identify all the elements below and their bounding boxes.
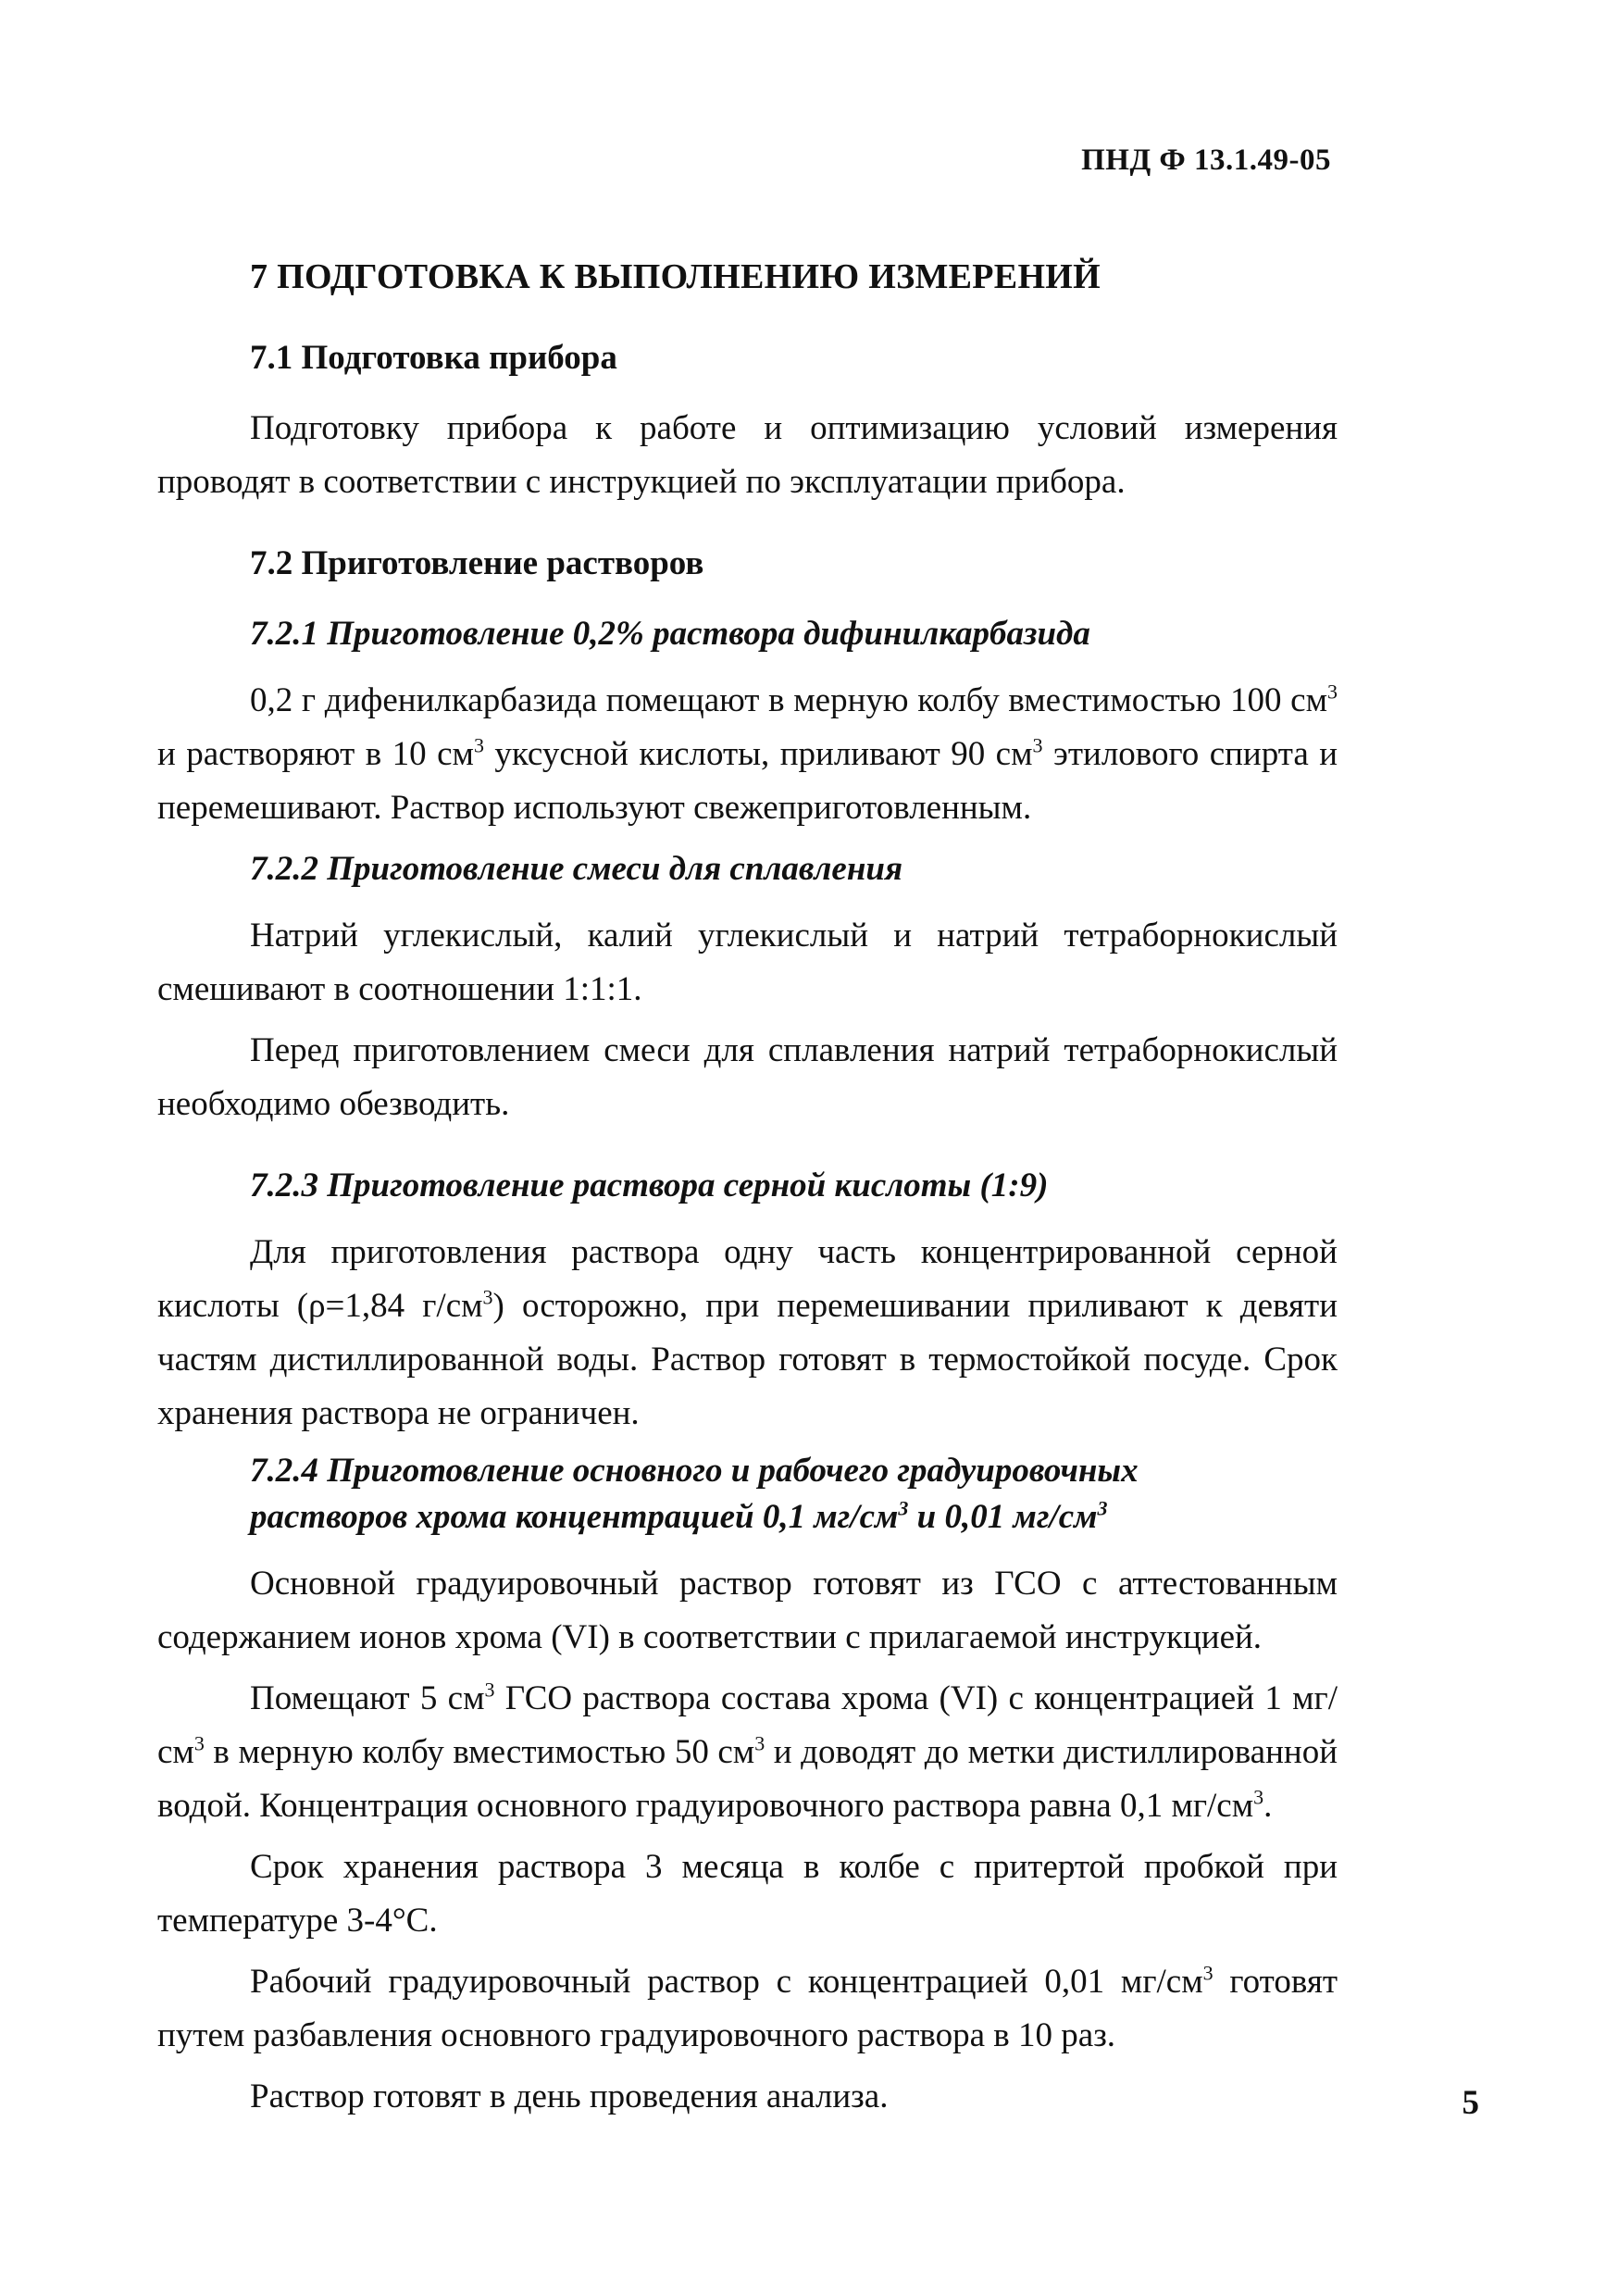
title-line-2 (250, 1498, 1108, 1536)
subsection-7-1-title: 7.1 Подготовка прибора (250, 339, 617, 377)
text-fragment: Рабочий градуировочный раствор с концентрацией 0,01 мг/см (250, 1963, 1203, 2001)
superscript: 3 (1097, 1496, 1108, 1520)
subsection-7-2-4-text-5: Раствор готовят в день проведения анализа. (250, 2078, 889, 2115)
superscript: 3 (754, 1731, 765, 1755)
subsection-7-2-4-title (250, 1448, 1338, 1541)
subsection-7-2-2-text-2: Перед приготовлением смеси для сплавления натрий тетраборнокислый необходимо обезводить. (157, 1031, 1338, 1123)
subsection-7-2-3-text (157, 1226, 1338, 1441)
text-fragment: растворов хрома концентрацией 0,1 мг/см (250, 1498, 899, 1536)
superscript: 3 (1202, 1961, 1214, 1985)
subsection-7-2-3-title: 7.2.3 Приготовление раствора серной кислоты (1:9) (250, 1167, 1049, 1204)
superscript: 3 (473, 733, 484, 757)
text-fragment: этилового спирта и перемешивают. Раствор используют свежеприготовленным. (157, 735, 1338, 827)
text-fragment: и доводят до метки дистиллированной водой. Концентрация основного градуировочного раствора равна 0,1 мг/см (157, 1733, 1338, 1825)
subsection-7-2-4-text-4 (157, 1955, 1338, 2063)
text-fragment: Для приготовления раствора одну часть концентрированной серной кислоты (ρ=1,84 г/см (157, 1233, 1338, 1325)
text-fragment: . (1263, 1787, 1273, 1825)
subsection-7-2-4-text-1: Основной градуировочный раствор готовят из ГСО с аттестованным содержанием ионов хрома (VI) в соответствии с прилагаемой инструкцией. (157, 1565, 1338, 1656)
subsection-7-2-2-title: 7.2.2 Приготовление смеси для сплавления (250, 850, 903, 888)
text-fragment: ГСО раствора состава хрома (VI) с концентрацией 1 мг/см (157, 1679, 1338, 1771)
subsection-7-2-4-text-3: Срок хранения раствора 3 месяца в колбе с притертой пробкой при температуре 3-4°С. (157, 1848, 1338, 1940)
text-fragment: уксусной кислоты, приливают 90 см (483, 735, 1033, 773)
subsection-7-2-2-text-1: Натрий углекислый, калий углекислый и натрий тетраборнокислый смешивают в соотношении 1:1:1. (157, 917, 1338, 1008)
text-fragment: в мерную колбу вместимостью 50 см (204, 1733, 755, 1771)
section-title: 7 ПОДГОТОВКА К ВЫПОЛНЕНИЮ ИЗМЕРЕНИЙ (250, 257, 1101, 296)
superscript: 3 (1327, 680, 1338, 704)
text-fragment: ) осторожно, при перемешивании приливают к девяти частям дистиллированной воды. Раствор готовят в термостойкой посуде. Срок хранения раствора не ограничен. (157, 1287, 1338, 1432)
subsection-7-2-1-text (157, 674, 1338, 835)
superscript: 3 (1032, 733, 1043, 757)
text-fragment: Помещают 5 см (250, 1679, 485, 1717)
superscript: 3 (1253, 1785, 1264, 1809)
text-fragment: и 0,01 мг/см (908, 1498, 1098, 1536)
text-fragment: 0,2 г дифенилкарбазида помещают в мерную колбу вместимостью 100 см (250, 681, 1327, 719)
superscript: 3 (484, 1678, 495, 1702)
subsection-7-2-4-text-2 (157, 1672, 1338, 1833)
page-number: 5 (1462, 2084, 1479, 2122)
text-fragment: готовят путем разбавления основного градуировочного раствора в 10 раз. (157, 1963, 1338, 2054)
document-code: ПНД Ф 13.1.49-05 (1081, 144, 1331, 177)
superscript: 3 (482, 1285, 493, 1309)
subsection-7-2-1-title: 7.2.1 Приготовление 0,2% раствора дифинилкарбазида (250, 615, 1090, 653)
text-fragment: и растворяют в 10 см (157, 735, 474, 773)
title-line-1: 7.2.4 Приготовление основного и рабочего градуировочных (250, 1452, 1139, 1490)
subsection-7-2-title: 7.2 Приготовление растворов (250, 544, 704, 582)
subsection-7-1-text: Подготовку прибора к работе и оптимизацию условий измерения проводят в соответствии с инструкцией по эксплуатации прибора. (157, 409, 1338, 501)
superscript: 3 (193, 1731, 205, 1755)
page-content (157, 250, 1338, 2131)
superscript: 3 (898, 1496, 909, 1520)
